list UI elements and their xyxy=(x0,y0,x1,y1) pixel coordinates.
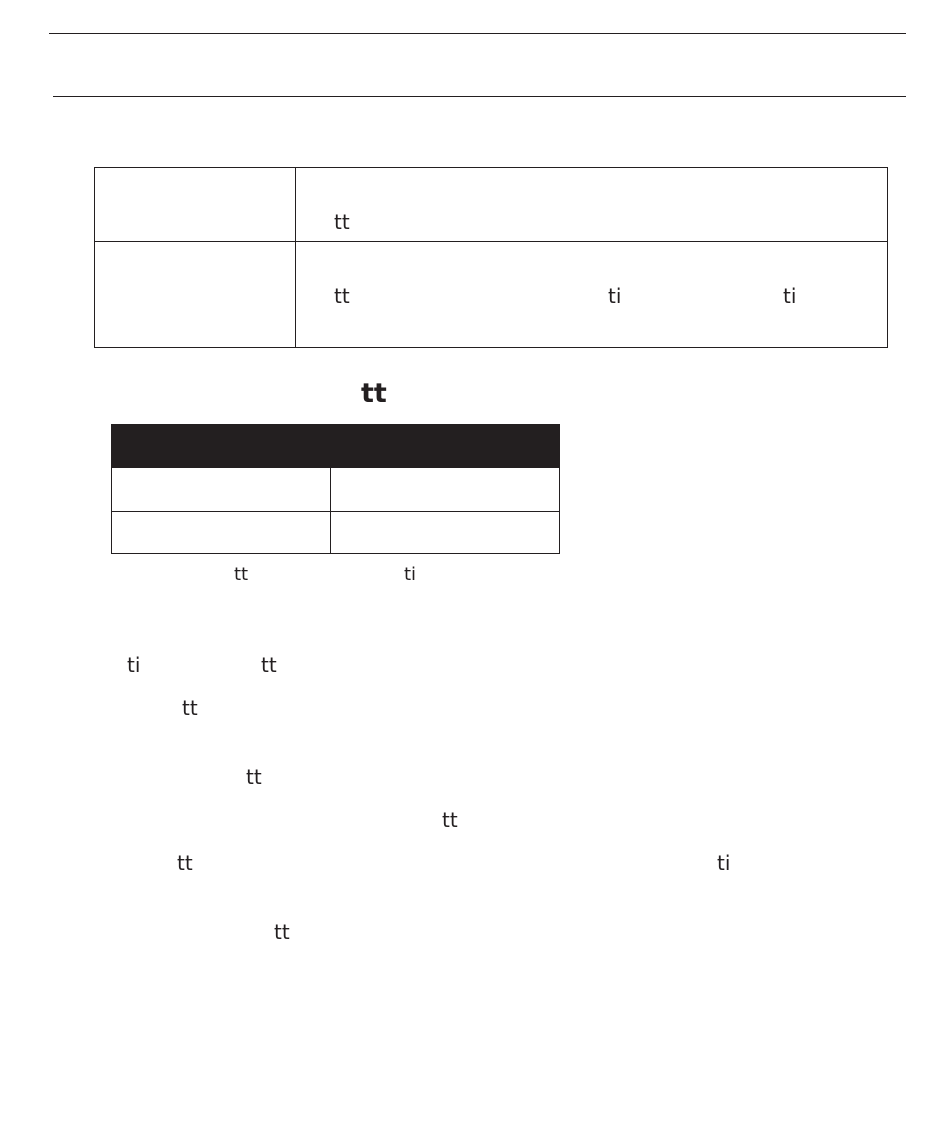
body-glyph-3: tt xyxy=(182,696,198,720)
body-glyph-2: tt xyxy=(261,653,277,677)
data-table xyxy=(111,424,560,554)
info-table-row1-glyph: tt xyxy=(334,210,350,234)
data-table-column-divider xyxy=(330,468,331,553)
data-table-header xyxy=(111,424,560,468)
body-glyph-4: tt xyxy=(246,765,262,789)
section-heading-glyph: tt xyxy=(361,378,387,409)
data-table-caption-glyph-1: tt xyxy=(234,564,249,585)
header-bottom-rule xyxy=(53,96,906,97)
body-glyph-5: tt xyxy=(442,808,458,832)
body-glyph-8: tt xyxy=(274,920,290,944)
data-table-caption-glyph-2: ti xyxy=(404,564,417,585)
info-table-row2-glyph-1: tt xyxy=(334,284,350,308)
body-glyph-1: ti xyxy=(127,653,141,677)
info-table-row2-glyph-3: ti xyxy=(783,284,797,308)
info-table-row2-glyph-2: ti xyxy=(608,284,622,308)
info-table-column-divider xyxy=(295,168,296,347)
info-table-row-divider xyxy=(95,241,887,242)
data-table-row-divider xyxy=(112,511,559,512)
body-glyph-6: tt xyxy=(177,851,193,875)
header-top-rule xyxy=(49,33,906,34)
info-table xyxy=(94,167,888,348)
body-glyph-7: ti xyxy=(717,851,731,875)
